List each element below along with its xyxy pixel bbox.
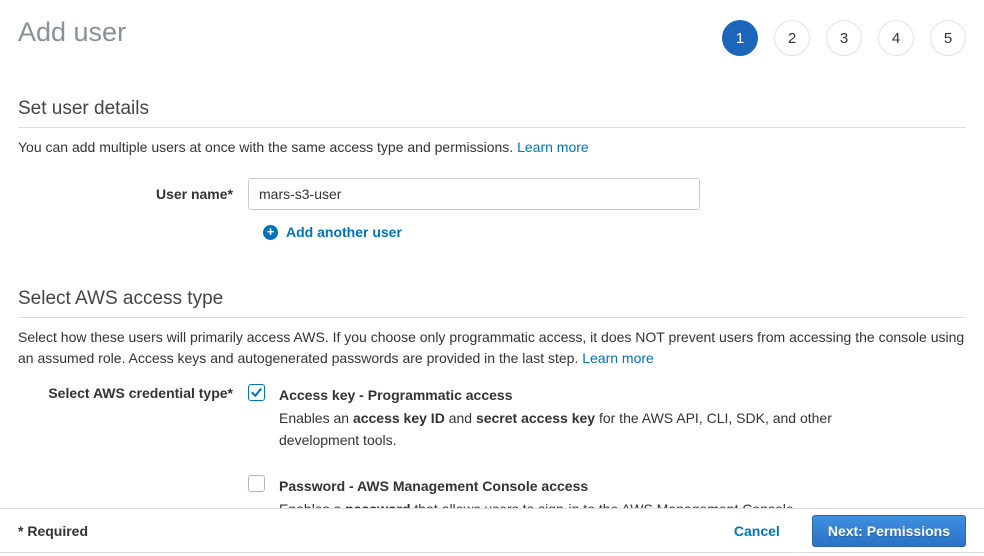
step-3-label: 3	[839, 29, 849, 47]
add-another-user-button[interactable]	[263, 224, 966, 240]
desc-text: Enables an	[279, 410, 353, 426]
cancel-button[interactable]: Cancel	[733, 522, 780, 539]
user-name-input[interactable]	[248, 178, 700, 210]
wizard-footer	[0, 508, 984, 553]
desc-text: and	[444, 410, 476, 426]
access-type-intro-text: Select how these users will primarily access AWS. If you choose only programmatic access, it does NOT prevent users from accessing the console using an assumed role. Access keys and autogenerated passwords are provided in the last step.	[18, 329, 965, 366]
step-5-label: 5	[943, 29, 953, 47]
learn-more-link-user-details[interactable]: Learn more	[517, 139, 589, 155]
user-name-row	[18, 178, 966, 210]
next-permissions-button[interactable]: Next: Permissions	[812, 515, 966, 547]
access-key-option-title: Access key - Programmatic access	[279, 387, 513, 403]
desc-bold: secret access key	[475, 410, 596, 426]
add-another-user-label: Add another user	[286, 224, 402, 240]
page-title: Add user	[18, 17, 127, 47]
step-3[interactable]	[826, 20, 862, 56]
section-user-details	[18, 98, 966, 240]
access-type-heading: Select AWS access type	[18, 288, 966, 318]
step-2-label: 2	[787, 29, 797, 47]
step-5[interactable]	[930, 20, 966, 56]
page-header	[18, 16, 966, 56]
access-key-option-desc	[279, 407, 835, 451]
step-4-label: 4	[891, 29, 901, 47]
step-2[interactable]	[774, 20, 810, 56]
desc-bold: access key ID	[352, 410, 445, 426]
desc-text: for the AWS API, CLI, SDK, and other development tools.	[279, 410, 832, 448]
credential-options	[248, 384, 835, 520]
step-1-label: 1	[735, 29, 745, 47]
option-access-key	[248, 384, 835, 451]
password-option-title: Password - AWS Management Console access	[279, 478, 589, 494]
plus-circle-icon: +	[263, 225, 278, 240]
user-details-heading: Set user details	[18, 98, 966, 128]
learn-more-link-access-type[interactable]: Learn more	[582, 350, 654, 366]
step-4[interactable]	[878, 20, 914, 56]
access-key-option-body	[279, 384, 835, 451]
access-type-intro	[18, 327, 966, 369]
check-icon	[250, 386, 263, 399]
user-details-intro	[18, 137, 966, 158]
user-name-label: User name*	[155, 186, 233, 202]
password-checkbox[interactable]	[248, 475, 265, 492]
user-details-intro-text: You can add multiple users at once with the same access type and permissions.	[18, 139, 518, 155]
credential-type-label: Select AWS credential type*	[48, 385, 233, 401]
wizard-steps	[722, 20, 966, 56]
step-1[interactable]	[722, 20, 758, 56]
section-access-type	[18, 288, 966, 520]
credential-type-row	[18, 384, 966, 520]
required-note: * Required	[18, 522, 89, 539]
access-key-checkbox[interactable]	[248, 384, 265, 401]
